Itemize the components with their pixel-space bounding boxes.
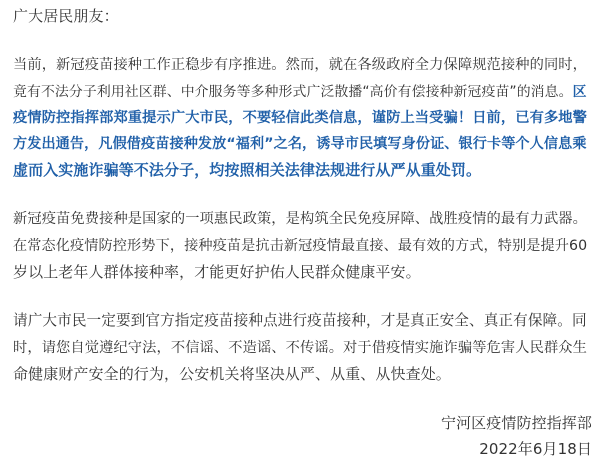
para2-line2: 在常态化疫情防控形势下，接种疫苗是抗击新冠疫情最直接、最有效的方式，特别是提升60 [13,238,588,254]
para1-line3-highlight: 疫情防控指挥部郑重提示广大市民，不要轻信此类信息，谨防上当受骗！日前，已有多地警 [13,110,588,126]
para3-line2: 时，请您自觉遵纪守法，不信谣、不造谣、不传谣。对于借疫情实施诈骗等危害人民群众生 [13,340,588,356]
para1-line1: 当前，新冠疫苗接种工作正稳步有序推进。然而，就在各级政府全力保障规范接种的同时， [13,57,588,73]
para1-line2 [13,82,587,102]
signature-date: 2022年6月18日 [479,440,592,458]
para3-line1: 请广大市民一定要到官方指定疫苗接种点进行疫苗接种，才是真正安全、真正有保障。同 [13,312,587,329]
para1-line2-text: 竟有不法分子利用社区群、中介服务等多种形式广泛散播“高价有偿接种新冠疫苗”的消息。 [13,84,573,100]
para3-line3: 命健康财产安全的行为，公安机关将坚决从严、从重、从快查处。 [13,365,451,383]
para2-line3: 岁以上老年人群体接种率，才能更好护佑人民群众健康平安。 [13,263,421,281]
signature-org: 宁河区疫情防控指挥部 [440,414,592,432]
para1-line5-highlight: 虚而入实施诈骗等不法分子，均按照相关法律法规进行从严从重处罚。 [13,161,482,179]
para1-line2-highlight: 区 [572,84,587,100]
para2-line1: 新冠疫苗免费接种是国家的一项惠民政策，是构筑全民免疫屏障、战胜疫情的最有力武器。 [13,211,588,227]
para1-line4-highlight: 方发出通告，凡假借疫苗接种发放“福利”之名，诱导市民填写身份证、银行卡等个人信息乘 [13,136,587,152]
greeting: 广大居民朋友： [13,7,119,25]
